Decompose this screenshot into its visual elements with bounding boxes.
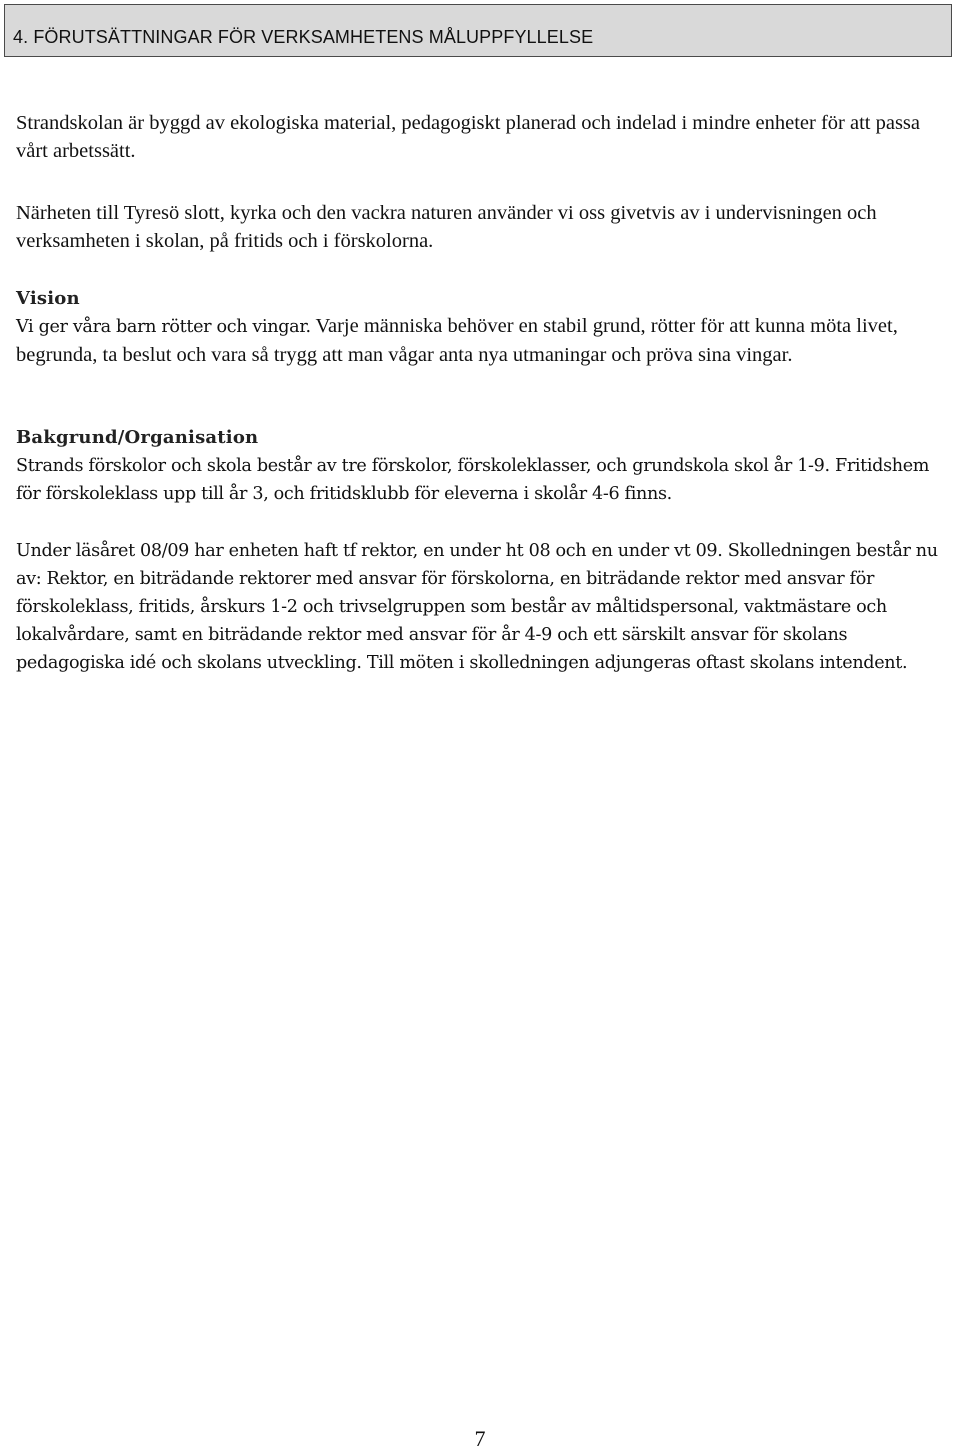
vision-paragraph: [16, 312, 946, 370]
vision-body: Varje människa behöver en stabil grund, rötter för att kunna möta livet, begrunda, ta beslut och vara så trygg att man vågar anta nya utmaningar och pröva sina vingar.: [16, 315, 898, 366]
section-title: 4. FÖRUTSÄTTNINGAR FÖR VERKSAMHETENS MÅLUPPFYLLELSE: [13, 27, 594, 47]
vision-heading: Vision: [16, 288, 80, 309]
background-heading: Bakgrund/Organisation: [16, 427, 259, 448]
background-paragraph: Strands förskolor och skola består av tre förskolor, förskoleklasser, och grundskola skol år 1-9. Fritidshem för förskoleklass upp till år 3, och fritidsklubb för eleverna i skolår 4-6 finns.: [16, 456, 930, 504]
page-number: 7: [474, 1426, 486, 1451]
surroundings-paragraph: Närheten till Tyresö slott, kyrka och den vackra naturen använder vi oss givetvis av i undervisningen och verksamheten i skolan, på fritids och i förskolorna.: [16, 202, 877, 252]
leadership-paragraph: Under läsåret 08/09 har enheten haft tf rektor, en under ht 08 och en under vt 09. Skolledningen består nu av: Rektor, en biträdande rektorer med ansvar för förskolorna, en biträdande rektor med ansvar för förskoleklass, fritids, årskurs 1-2 och trivselgruppen som består av måltidspersonal, vaktmästare och lokalvårdare, samt en biträdande rektor med ansvar för år 4-9 och ett särskilt ansvar för skolans pedagogiska idé och skolans utveckling. Till möten i skolledningen adjungeras oftast skolans intendent.: [16, 541, 938, 673]
vision-lead: Vi ger våra barn rötter och vingar.: [16, 317, 311, 337]
intro-paragraph: Strandskolan är byggd av ekologiska material, pedagogiskt planerad och indelad i mindre enheter för att passa vårt arbetssätt.: [16, 112, 920, 162]
